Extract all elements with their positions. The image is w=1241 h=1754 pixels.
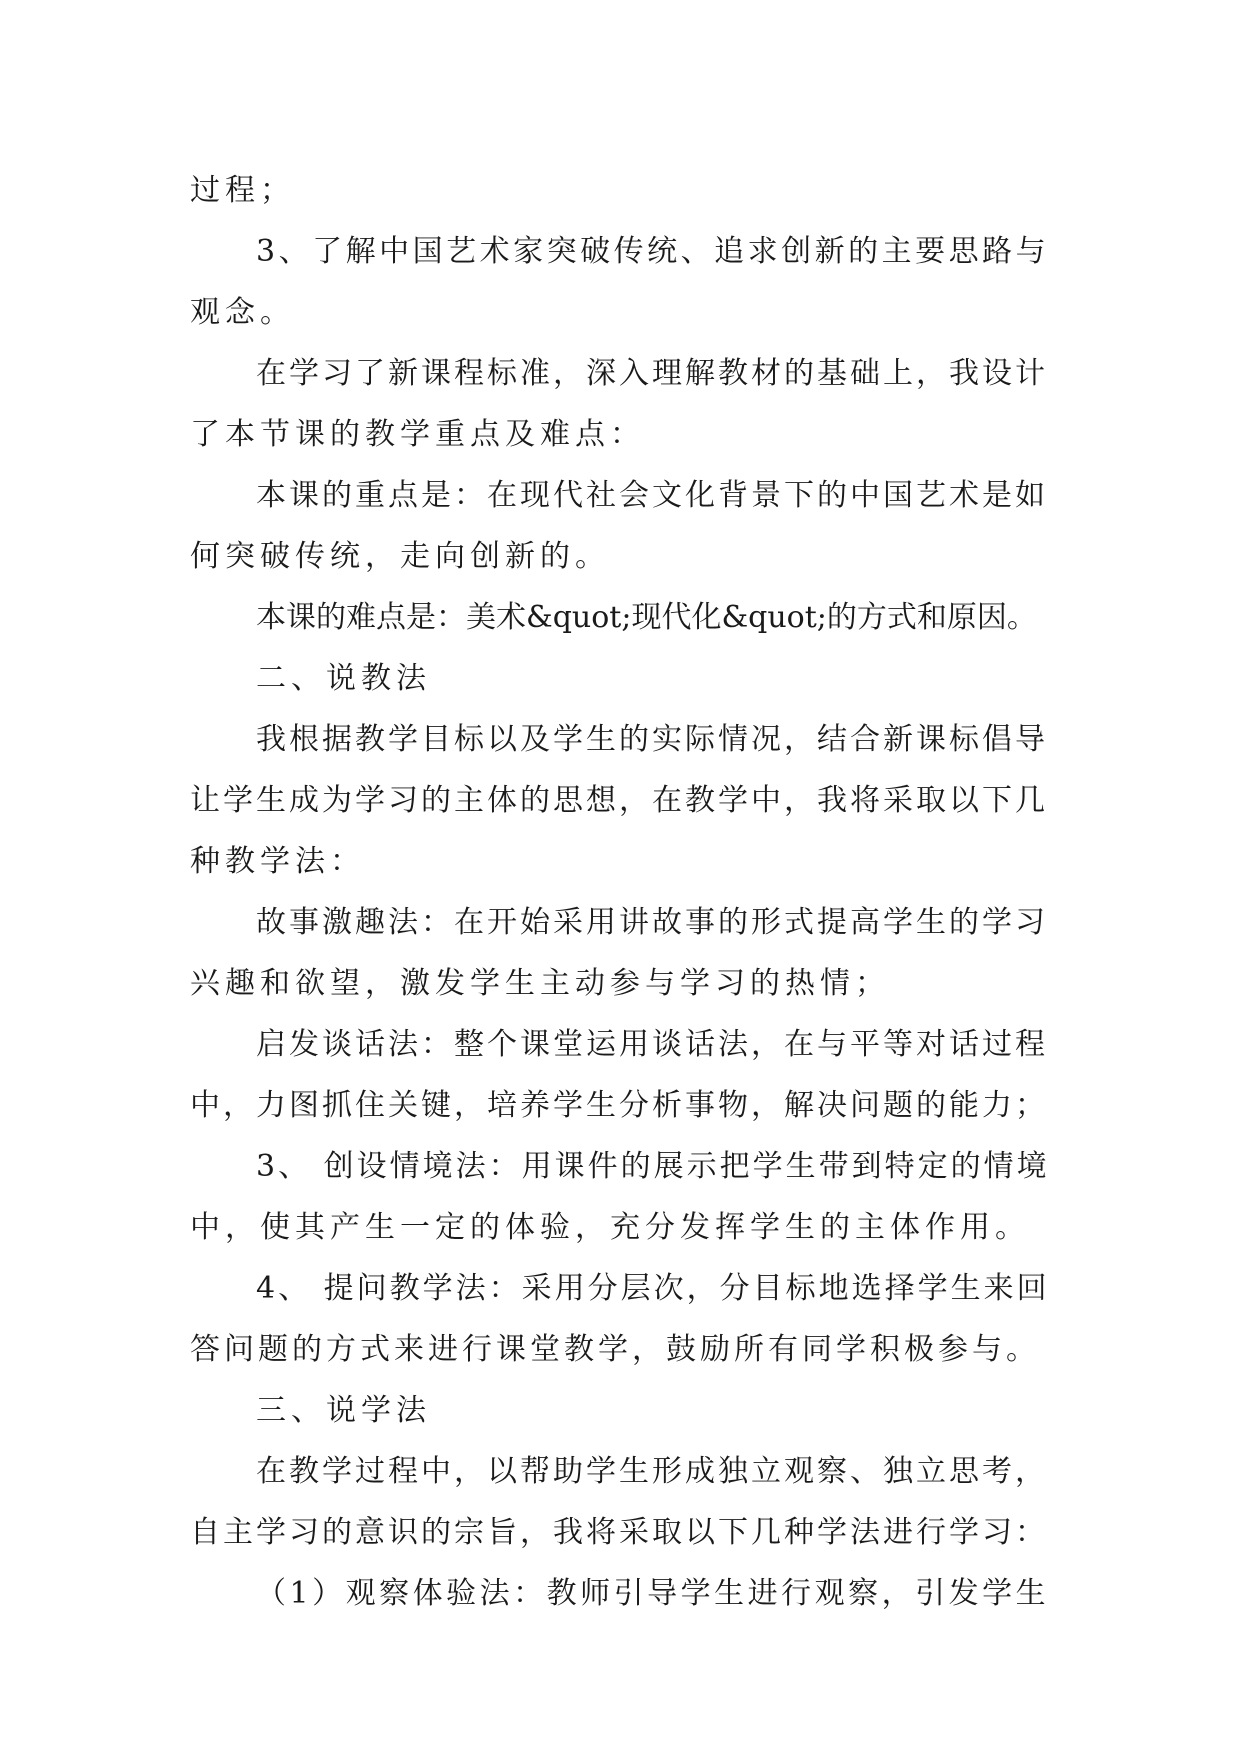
text-line: 本课的难点是：美术&quot;现代化&quot;的方式和原因。	[256, 600, 1037, 635]
text-line: （1）观察体验法：教师引导学生进行观察，引发学生	[256, 1576, 1050, 1611]
text-line: 兴趣和欲望，激发学生主动参与学习的热情；	[190, 966, 890, 1001]
text-line: 在学习了新课程标准，深入理解教材的基础上，我设计	[256, 356, 1048, 391]
text-line: 故事激趣法：在开始采用讲故事的形式提高学生的学习	[256, 905, 1048, 940]
text-line: 中，力图抓住关键，培养学生分析事物，解决问题的能力；	[190, 1088, 1048, 1123]
text-line: 过程；	[190, 173, 295, 208]
text-line: 4、 提问教学法：采用分层次，分目标地选择学生来回	[256, 1271, 1050, 1306]
text-line: 让学生成为学习的主体的思想，在教学中，我将采取以下几	[190, 783, 1048, 818]
text-line: 在教学过程中，以帮助学生形成独立观察、独立思考，	[256, 1454, 1048, 1489]
section-heading: 二、说教法	[256, 661, 431, 696]
text-line: 我根据教学目标以及学生的实际情况，结合新课标倡导	[256, 722, 1048, 757]
text-line: 3、 创设情境法：用课件的展示把学生带到特定的情境	[256, 1149, 1050, 1184]
text-line: 中，使其产生一定的体验，充分发挥学生的主体作用。	[190, 1210, 1030, 1245]
document-body	[190, 160, 1050, 1624]
text-line: 了本节课的教学重点及难点：	[190, 417, 645, 452]
section-heading: 三、说学法	[256, 1393, 431, 1428]
text-line: 观念。	[190, 295, 295, 330]
text-line: 自主学习的意识的宗旨，我将采取以下几种学法进行学习：	[190, 1515, 1048, 1550]
text-line: 种教学法：	[190, 844, 365, 879]
text-line: 何突破传统，走向创新的。	[190, 539, 610, 574]
text-line: 启发谈话法：整个课堂运用谈话法，在与平等对话过程	[256, 1027, 1048, 1062]
text-line: 答问题的方式来进行课堂教学，鼓励所有同学积极参与。	[190, 1332, 1040, 1367]
text-line: 本课的重点是：在现代社会文化背景下的中国艺术是如	[256, 478, 1048, 513]
text-line: 3、了解中国艺术家突破传统、追求创新的主要思路与	[256, 234, 1050, 269]
